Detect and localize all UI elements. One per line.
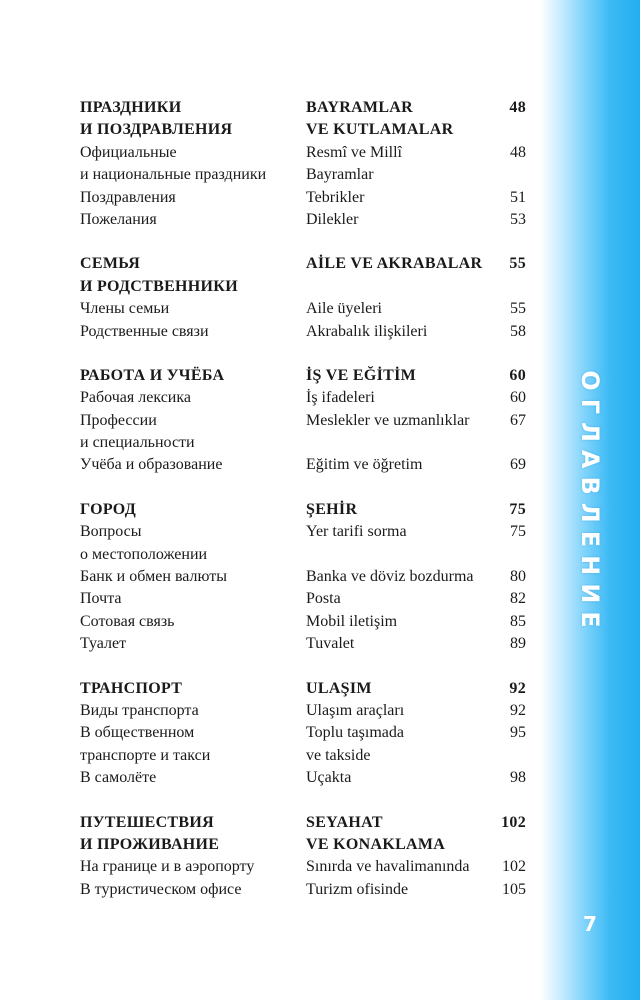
table-of-contents [80,97,532,923]
toc-page-number: 58 [510,322,526,340]
toc-russian-title: о местоположении [80,545,208,563]
toc-entry-row [80,187,532,209]
toc-russian-title: СЕМЬЯ [80,255,141,273]
toc-russian-title: В туристическом офисе [80,880,242,898]
toc-russian-title: и национальные праздники [80,166,267,184]
toc-turkish-title: VE KONAKLAMA [306,835,446,853]
toc-turkish-title: SEYAHAT [306,813,383,831]
toc-russian-title: Вопросы [80,523,142,541]
toc-turkish-title: VE KUTLAMALAR [306,121,454,139]
toc-page-number: 92 [510,701,526,719]
toc-heading-row [80,834,532,856]
toc-entry-row [80,209,532,231]
toc-entry-row [80,856,532,878]
toc-turkish-title: Meslekler ve uzmanlıklar [306,411,470,429]
toc-russian-title: Банк и обмен валюты [80,568,228,586]
toc-entry-row [80,410,532,432]
toc-turkish-title: Tuvalet [306,635,355,653]
toc-turkish-title: Tebrikler [306,188,365,206]
toc-russian-title: Туалет [80,635,127,653]
toc-russian-title: И ПОЗДРАВЛЕНИЯ [80,121,233,139]
toc-entry-row [80,544,532,566]
toc-entry-row [80,700,532,722]
toc-turkish-title: Resmî ve Millî [306,143,402,161]
toc-page-number: 48 [509,99,526,116]
toc-turkish-title: Uçakta [306,769,352,787]
toc-entry-row [80,633,532,655]
toc-russian-title: ГОРОД [80,500,137,518]
toc-page-number: 51 [510,188,526,206]
toc-russian-title: И ПРОЖИВАНИЕ [80,835,220,853]
toc-page-number: 85 [510,612,526,630]
toc-page-number: 92 [509,679,526,697]
toc-page-number: 80 [510,568,526,586]
toc-page-number: 75 [510,523,526,541]
toc-page-number: 102 [502,858,526,876]
toc-page-number: 60 [509,366,526,384]
page-number: 7 [583,912,597,936]
toc-page-number: 53 [510,210,526,228]
toc-russian-title: Виды транспорта [80,701,199,719]
toc-russian-title: И РОДСТВЕННИКИ [80,277,238,295]
toc-heading-row [80,119,532,141]
toc-page-number: 75 [509,500,526,518]
toc-entry-row [80,611,532,633]
toc-russian-title: Профессии [80,411,157,429]
toc-heading-row [80,276,532,298]
toc-page-number: 67 [510,411,526,429]
toc-section [80,253,532,343]
toc-section [80,678,532,790]
toc-turkish-title: Banka ve döviz bozdurma [306,568,474,586]
toc-heading-row [80,253,532,275]
toc-entry-row [80,745,532,767]
toc-russian-title: На границе и в аэропорту [80,858,255,876]
toc-turkish-title: Eğitim ve öğretim [306,456,423,474]
toc-russian-title: Почта [80,590,122,608]
toc-turkish-title: Sınırda ve havalimanında [306,858,470,876]
toc-page-number: 48 [510,143,526,161]
toc-heading-row [80,678,532,700]
toc-entry-row [80,387,532,409]
toc-entry-row [80,521,532,543]
toc-turkish-title: Ulaşım araçları [306,701,405,719]
toc-heading-row [80,97,532,119]
toc-turkish-title: Aile üyeleri [306,300,382,318]
toc-heading-row [80,365,532,387]
toc-page-number: 55 [509,255,526,273]
toc-turkish-title: Posta [306,590,341,608]
toc-section [80,365,532,477]
side-tab-title: ОГЛАВЛЕНИЕ [576,370,604,636]
toc-page-number: 95 [510,724,526,742]
toc-entry-row [80,454,532,476]
toc-russian-title: РАБОТА И УЧЁБА [80,366,225,384]
toc-entry-row [80,432,532,454]
toc-turkish-title: Bayramlar [306,166,374,184]
toc-page-number: 60 [510,389,526,407]
toc-page-number: 82 [510,590,526,608]
toc-turkish-title: Yer tarifi sorma [306,523,407,541]
toc-turkish-title: ve takside [306,746,371,764]
toc-russian-title: ПУТЕШЕСТВИЯ [80,813,214,831]
toc-entry-row [80,566,532,588]
toc-turkish-title: BAYRAMLAR [306,99,414,116]
side-tab [540,0,640,1000]
toc-russian-title: Официальные [80,143,177,161]
toc-section [80,499,532,656]
toc-entry-row [80,142,532,164]
toc-turkish-title: İş ifadeleri [306,389,375,407]
toc-russian-title: Родственные связи [80,322,209,340]
toc-page-number: 55 [510,300,526,318]
toc-turkish-title: ŞEHİR [306,500,358,518]
toc-turkish-title: İŞ VE EĞİTİM [306,366,417,384]
toc-section [80,97,532,231]
toc-page-number: 89 [510,635,526,653]
toc-page-number: 69 [510,456,526,474]
toc-page-number: 102 [501,813,526,831]
toc-russian-title: Рабочая лексика [80,389,191,407]
toc-page-number: 105 [502,880,526,898]
toc-heading-row [80,499,532,521]
toc-turkish-title: Akrabalık ilişkileri [306,322,428,340]
toc-page-number: 98 [510,769,526,787]
toc-russian-title: транспорте и такси [80,746,211,764]
toc-turkish-title: Turizm ofisinde [306,880,409,898]
toc-turkish-title: Toplu taşımada [306,724,404,742]
toc-turkish-title: Mobil iletişim [306,612,398,630]
toc-turkish-title: Dilekler [306,210,359,228]
toc-russian-title: В самолёте [80,769,157,787]
toc-russian-title: ТРАНСПОРТ [80,679,183,697]
toc-russian-title: Поздравления [80,188,176,206]
toc-entry-row [80,321,532,343]
toc-russian-title: ПРАЗДНИКИ [80,99,182,116]
toc-entry-row [80,298,532,320]
toc-turkish-title: AİLE VE AKRABALAR [306,255,483,273]
toc-entry-row [80,767,532,789]
toc-russian-title: Сотовая связь [80,612,175,630]
toc-entry-row [80,722,532,744]
toc-entry-row [80,164,532,186]
toc-entry-row [80,879,532,901]
toc-turkish-title: ULAŞIM [306,679,372,697]
toc-section [80,812,532,902]
toc-heading-row [80,812,532,834]
toc-russian-title: Пожелания [80,210,157,228]
toc-russian-title: В общественном [80,724,195,742]
toc-entry-row [80,588,532,610]
toc-russian-title: и специальности [80,434,195,452]
toc-russian-title: Учёба и образование [80,456,223,474]
toc-russian-title: Члены семьи [80,300,170,318]
